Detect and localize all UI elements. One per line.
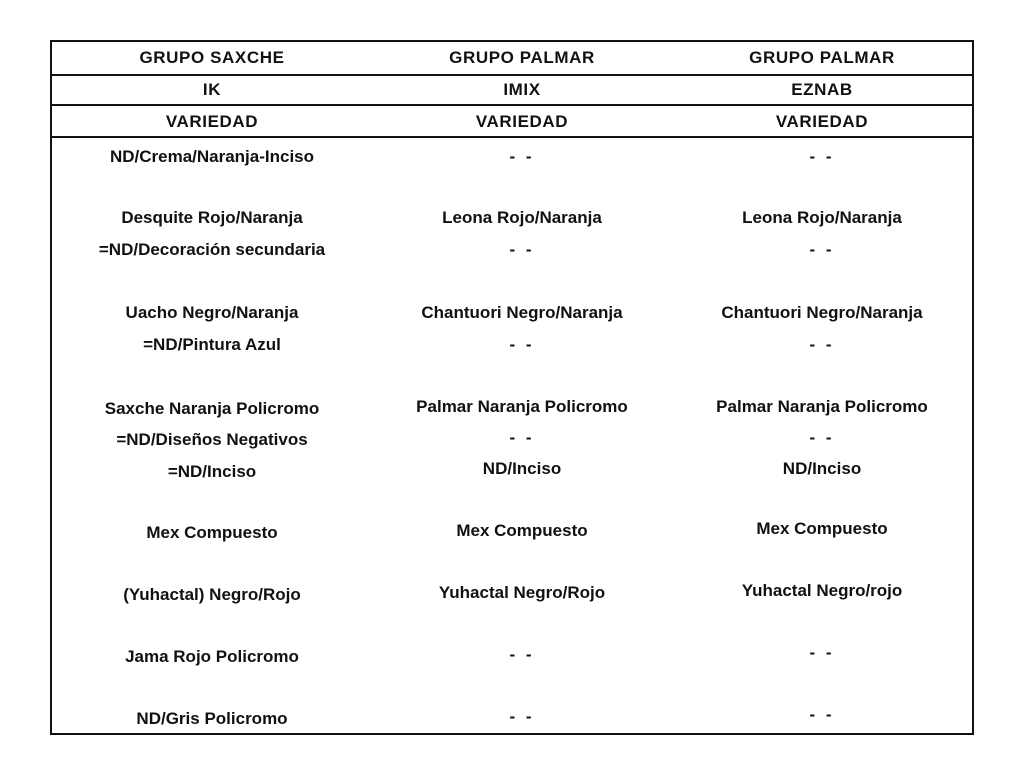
table-cell-empty: - - — [509, 335, 535, 354]
table-cell: Mex Compuesto — [456, 521, 588, 540]
header-group-palmar-eznab: GRUPO PALMAR — [749, 48, 895, 67]
header-phase-eznab: EZNAB — [791, 80, 853, 99]
table-cell: Chantuori Negro/Naranja — [721, 303, 923, 322]
table-cell: Leona Rojo/Naranja — [442, 208, 602, 227]
table-cell: ND/Gris Policromo — [136, 709, 288, 728]
header-group-palmar-imix: GRUPO PALMAR — [449, 48, 595, 67]
table-cell: Palmar Naranja Policromo — [716, 397, 928, 416]
table-cell: Jama Rojo Policromo — [125, 647, 299, 666]
table-cell: ND/Inciso — [482, 459, 562, 478]
table-cell: Mex Compuesto — [756, 519, 888, 538]
table-cell: ND/Inciso — [782, 459, 862, 478]
table-cell: Chantuori Negro/Naranja — [421, 303, 623, 322]
table-cell: Desquite Rojo/Naranja — [121, 208, 303, 227]
table-cell-empty: - - — [509, 645, 535, 664]
table-cell-empty: - - — [509, 240, 535, 259]
header-row-group — [52, 42, 972, 76]
header-row-phase — [52, 76, 972, 106]
table-cell: Yuhactal Negro/Rojo — [438, 583, 606, 602]
header-group-saxche: GRUPO SAXCHE — [139, 48, 285, 67]
table-cell: Yuhactal Negro/rojo — [741, 581, 903, 600]
table-cell: (Yuhactal) Negro/Rojo — [123, 585, 301, 604]
table-cell-empty: - - — [809, 147, 835, 166]
table-cell: Saxche Naranja Policromo — [104, 399, 320, 418]
table-cell: ND/Crema/Naranja-Inciso — [109, 147, 315, 166]
table-cell: =ND/Inciso — [167, 462, 257, 481]
header-variedad-3: VARIEDAD — [775, 112, 869, 131]
table-cell-empty: - - — [509, 428, 535, 447]
table-cell-empty: - - — [809, 335, 835, 354]
table-cell: =ND/Pintura Azul — [143, 335, 281, 354]
header-variedad-1: VARIEDAD — [165, 112, 259, 131]
table-cell-empty: - - — [809, 643, 835, 662]
ceramic-variety-table — [50, 40, 974, 735]
table-cell: Mex Compuesto — [146, 523, 278, 542]
table-cell: Leona Rojo/Naranja — [742, 208, 902, 227]
table-cell: Uacho Negro/Naranja — [125, 303, 299, 322]
table-cell: =ND/Diseños Negativos — [116, 430, 308, 449]
table-cell-empty: - - — [809, 705, 835, 724]
header-variedad-2: VARIEDAD — [475, 112, 569, 131]
table-cell-empty: - - — [809, 240, 835, 259]
table-cell: Palmar Naranja Policromo — [416, 397, 628, 416]
header-phase-imix: IMIX — [503, 80, 541, 99]
table-cell-empty: - - — [509, 147, 535, 166]
table-cell: =ND/Decoración secundaria — [98, 240, 326, 259]
table-cell-empty: - - — [509, 707, 535, 726]
header-phase-ik: IK — [202, 80, 222, 99]
table-cell-empty: - - — [809, 428, 835, 447]
header-row-variedad — [52, 106, 972, 138]
